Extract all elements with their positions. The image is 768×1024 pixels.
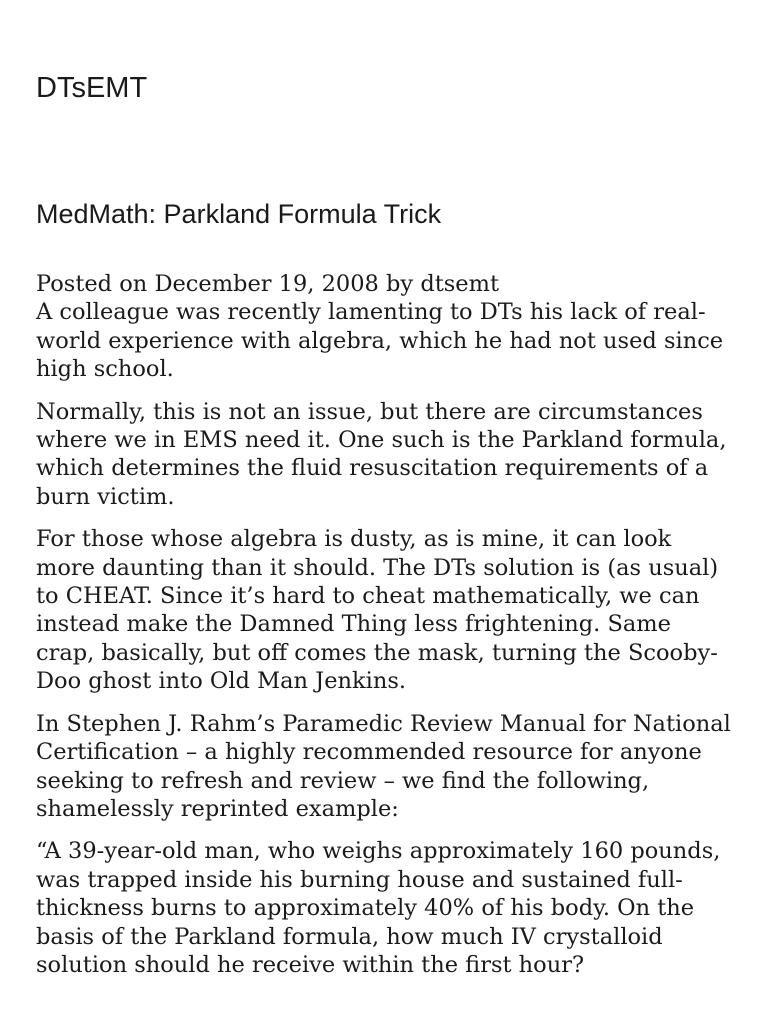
paragraph-intro: A colleague was recently lamenting to DTs his lack of real-world experience with algebra, which he had not used since high school. bbox=[36, 299, 724, 383]
paragraph-algebra-dusty: For those whose algebra is dusty, as is mine, it can look more daunting than it should. The DTs solution is (as usual) to CHEAT. Since it’s hard to cheat mathematically, we can instead make the Damned Thing less frightening. Same crap, basically, but off comes the mask, turning the Scooby-Doo ghost into Old Man Jenkins. bbox=[36, 526, 719, 695]
posted-on-label: Posted on bbox=[36, 271, 148, 297]
by-label: by bbox=[386, 271, 414, 297]
site-title-link[interactable]: DTsEMT bbox=[36, 72, 148, 104]
paragraph-rahm-manual: In Stephen J. Rahm’s Paramedic Review Manual for National Certification – a highly recommended resource for anyone seeking to refresh and review – we find the following, shamelessly reprinted example: bbox=[36, 710, 731, 822]
post-title: MedMath: Parkland Formula Trick bbox=[36, 199, 442, 229]
paragraph-example-quote: “A 39-year-old man, who weighs approximately 160 pounds, was trapped inside his burning house and sustained full-thickness burns to approximately 40% of his body. On the basis of the Parkland formula, how much IV crystalloid solution should he receive within the first hour? bbox=[36, 838, 721, 978]
post-date-link[interactable]: December 19, 2008 bbox=[154, 271, 379, 297]
post-content bbox=[36, 270, 736, 993]
paragraph-ems-need: Normally, this is not an issue, but there are circumstances where we in EMS need it. One such is the Parkland formula, which determines the fluid resuscitation requirements of a burn victim. bbox=[36, 398, 727, 510]
post-meta bbox=[36, 270, 736, 298]
author-link[interactable]: dtsemt bbox=[420, 271, 499, 297]
